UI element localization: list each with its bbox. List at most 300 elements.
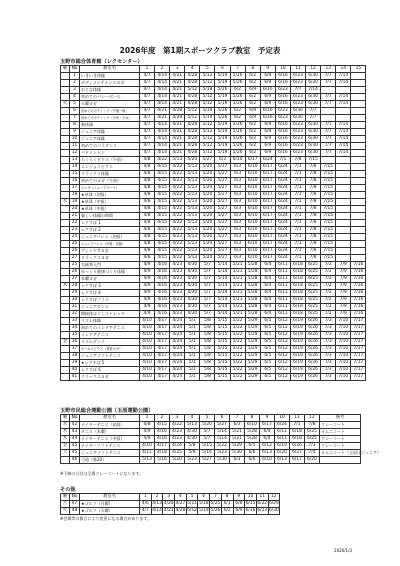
date-cell: 7/2 xyxy=(321,290,336,297)
table-row xyxy=(61,311,366,318)
date-cell xyxy=(321,108,336,115)
column-header: 8 xyxy=(221,494,233,501)
date-cell xyxy=(336,255,351,262)
date-cell: 6/16 xyxy=(275,94,290,101)
date-cell: 5/20 xyxy=(185,157,200,164)
date-cell: 6/4 xyxy=(260,436,275,443)
date-cell xyxy=(321,157,336,164)
date-cell: 4/21 xyxy=(170,143,185,150)
date-cell: 5/13 xyxy=(185,213,200,220)
date-cell: 6/16 xyxy=(245,508,256,513)
date-cell: 7/8 xyxy=(290,157,305,164)
date-cell: 4/10 xyxy=(140,332,155,339)
date-cell: 5/16 xyxy=(155,457,170,464)
table-row xyxy=(61,164,366,171)
date-cell: 5/12 xyxy=(185,87,200,94)
date-cell xyxy=(351,192,366,199)
date-cell: 6/15 xyxy=(245,501,256,506)
column-header: 7 xyxy=(230,415,245,422)
date-cell: 7/2 xyxy=(321,262,336,269)
date-cell: 6/6 xyxy=(245,450,260,457)
date-cell: 6/11 xyxy=(275,283,290,290)
date-cell: 4/11 xyxy=(140,450,155,457)
date-cell: 5/23 xyxy=(215,450,230,457)
date-cell: 4/21 xyxy=(170,150,185,157)
date-cell: 5/12 xyxy=(200,129,215,136)
date-cell: 5/7 xyxy=(200,269,215,276)
date-cell: 4/10 xyxy=(140,360,155,367)
number-cell: 45 xyxy=(70,443,80,450)
date-cell: 6/17 xyxy=(260,241,275,248)
date-cell: 5/19 xyxy=(200,108,215,115)
date-cell: 6/2 xyxy=(230,115,245,122)
date-cell xyxy=(351,178,366,185)
note-cell: クレーコート xyxy=(320,436,361,443)
date-cell: 6/30 xyxy=(306,129,321,136)
class-name-cell: ★卓球（中級） xyxy=(80,206,140,213)
date-cell xyxy=(351,136,366,143)
class-name-cell: リラックス体操 xyxy=(80,171,140,178)
date-cell: 5/1 xyxy=(185,346,200,353)
date-cell: 7/16 xyxy=(351,290,366,297)
column-header: 12 xyxy=(306,66,321,73)
date-cell: 5/19 xyxy=(215,136,230,143)
date-cell: 4/28 xyxy=(170,108,185,115)
day-cell xyxy=(61,87,70,94)
date-cell: 6/19 xyxy=(290,339,305,346)
class-name-cell: いきいき体操 xyxy=(80,73,140,80)
date-cell: 4/16 xyxy=(155,436,170,443)
table-row xyxy=(61,108,366,115)
date-cell: 7/16 xyxy=(351,283,366,290)
date-cell: 5/20 xyxy=(200,199,215,206)
number-cell: 19 xyxy=(70,199,80,206)
date-cell: 6/27 xyxy=(290,450,305,457)
date-cell: 6/24 xyxy=(260,157,275,164)
date-cell: 4/14 xyxy=(155,150,170,157)
date-cell: 6/17 xyxy=(260,213,275,220)
date-cell: 4/17 xyxy=(155,360,170,367)
day-cell xyxy=(61,241,70,248)
date-cell: 4/21 xyxy=(170,73,185,80)
table-row xyxy=(61,185,366,192)
column-header: 2 xyxy=(151,494,163,501)
date-cell: 7/3 xyxy=(321,360,336,367)
date-cell: 6/3 xyxy=(230,164,245,171)
number-cell: 3 xyxy=(70,87,80,94)
date-cell: 6/16 xyxy=(260,108,275,115)
date-cell: 5/1 xyxy=(185,318,200,325)
date-cell: 4/22 xyxy=(170,178,185,185)
date-cell: 6/30 xyxy=(306,143,321,150)
date-cell: 5/20 xyxy=(200,171,215,178)
date-cell: 7/14 xyxy=(336,129,351,136)
column-header: 3 xyxy=(163,494,175,501)
day-cell xyxy=(61,80,70,87)
class-name-cell: 新体操 xyxy=(80,122,140,129)
date-cell: 6/16 xyxy=(275,143,290,150)
class-name-cell: 初めてのパラダンス xyxy=(80,143,140,150)
date-cell: 5/19 xyxy=(215,101,230,108)
date-cell: 5/27 xyxy=(215,164,230,171)
date-cell xyxy=(336,213,351,220)
date-cell: 5/12 xyxy=(200,136,215,143)
day-cell xyxy=(61,164,70,171)
date-cell: 4/23 xyxy=(170,262,185,269)
date-cell: 4/7 xyxy=(140,73,155,80)
date-cell: 7/1 xyxy=(290,234,305,241)
date-cell: 6/4 xyxy=(260,276,275,283)
date-cell: 5/20 xyxy=(200,206,215,213)
number-cell: 16 xyxy=(70,178,80,185)
column-header: 4 xyxy=(175,494,187,501)
date-cell: 4/8 xyxy=(140,234,155,241)
date-cell: 6/24 xyxy=(275,213,290,220)
day-cell xyxy=(61,297,70,304)
date-cell: 5/27 xyxy=(215,192,230,199)
date-cell: 6/17 xyxy=(290,457,305,464)
date-cell: 6/1 xyxy=(221,501,233,508)
date-cell: 6/24 xyxy=(275,178,290,185)
date-cell: 5/21 xyxy=(230,297,245,304)
date-cell: 5/13 xyxy=(185,241,200,248)
date-cell: 5/21 xyxy=(230,436,245,443)
table-row xyxy=(61,248,366,255)
date-cell: 4/9 xyxy=(140,304,155,311)
date-cell: 6/26 xyxy=(290,443,305,450)
column-header: 13 xyxy=(321,66,336,73)
table-row xyxy=(61,199,366,206)
date-cell: 7/17 xyxy=(351,332,366,339)
day-cell xyxy=(61,290,70,297)
table-row xyxy=(61,143,366,150)
column-header: 10 xyxy=(275,415,290,422)
number-cell: 28 xyxy=(70,283,80,290)
date-cell: 5/13 xyxy=(140,457,155,464)
date-cell: 6/10 xyxy=(245,241,260,248)
date-cell xyxy=(336,87,351,94)
table-row xyxy=(61,206,366,213)
date-cell: 4/21 xyxy=(170,101,185,108)
date-cell: 5/22 xyxy=(230,360,245,367)
date-cell: 4/15 xyxy=(155,192,170,199)
date-cell: 4/8 xyxy=(140,422,155,429)
date-cell: 6/26 xyxy=(306,374,321,381)
date-cell: 6/24 xyxy=(275,248,290,255)
class-name-cell: ジュニアダンス xyxy=(80,304,140,311)
class-name-cell: ジュニアバレエ（中級・初級） xyxy=(80,241,140,248)
date-cell: 4/9 xyxy=(140,262,155,269)
date-cell: 5/13 xyxy=(185,234,200,241)
date-cell: 5/1 xyxy=(185,374,200,381)
day-cell: 火 xyxy=(61,508,70,515)
date-cell: 4/30 xyxy=(185,436,200,443)
date-cell: 4/6 xyxy=(140,501,152,508)
date-cell: 5/26 xyxy=(215,87,230,94)
date-cell: 5/19 xyxy=(215,150,230,157)
date-cell: 5/30 xyxy=(215,457,230,464)
date-cell: 7/8 xyxy=(306,213,321,220)
date-cell: 4/28 xyxy=(185,101,200,108)
day-cell xyxy=(61,457,70,464)
date-cell: 4/15 xyxy=(155,248,170,255)
day-cell xyxy=(61,255,70,262)
table-row xyxy=(61,436,361,443)
date-cell: 4/10 xyxy=(140,443,155,450)
date-cell: 6/3 xyxy=(230,422,245,429)
date-cell: 4/21 xyxy=(155,115,170,122)
date-cell: 5/21 xyxy=(230,276,245,283)
date-cell: 6/17 xyxy=(260,248,275,255)
table-row xyxy=(61,457,361,464)
date-cell: 6/3 xyxy=(230,255,245,262)
date-cell: 7/7 xyxy=(321,122,336,129)
date-cell: 5/13 xyxy=(185,220,200,227)
column-header: No xyxy=(70,66,80,73)
class-name-cell: 火曜ヨガ xyxy=(80,101,140,108)
number-cell: 25 xyxy=(70,241,80,248)
day-cell xyxy=(61,136,70,143)
date-cell: 4/30 xyxy=(185,429,200,436)
table-row xyxy=(61,353,366,360)
date-cell: 4/22 xyxy=(155,157,170,164)
date-cell: 4/28 xyxy=(185,143,200,150)
date-cell: 6/10 xyxy=(245,248,260,255)
date-cell: 4/14 xyxy=(155,136,170,143)
date-cell: 4/8 xyxy=(140,206,155,213)
table-row xyxy=(61,80,366,87)
date-cell: 5/27 xyxy=(215,213,230,220)
column-header: 曜 xyxy=(61,415,70,422)
date-cell: 6/9 xyxy=(245,115,260,122)
column-header: 7 xyxy=(230,66,245,73)
number-cell: 4 xyxy=(70,94,80,101)
date-cell: 5/16 xyxy=(200,450,215,457)
date-cell: 4/30 xyxy=(185,311,200,318)
date-cell: 7/8 xyxy=(306,206,321,213)
date-cell: 6/9 xyxy=(260,129,275,136)
class-name-cell: 楽しい体操の時間 xyxy=(80,213,140,220)
date-cell: 6/13 xyxy=(275,457,290,464)
table-row xyxy=(61,304,366,311)
date-cell: 4/14 xyxy=(155,80,170,87)
date-cell: 6/24 xyxy=(275,241,290,248)
date-cell: 7/2 xyxy=(321,276,336,283)
date-cell: 7/7 xyxy=(306,108,321,115)
number-cell: 47 xyxy=(70,501,80,508)
day-cell xyxy=(61,318,70,325)
date-cell: 5/20 xyxy=(200,227,215,234)
date-cell: 6/10 xyxy=(260,457,275,464)
date-cell: 4/16 xyxy=(155,262,170,269)
date-cell: 7/2 xyxy=(321,283,336,290)
date-cell: 6/30 xyxy=(306,94,321,101)
date-cell: 4/8 xyxy=(140,227,155,234)
date-cell: 5/21 xyxy=(230,290,245,297)
column-header: 10 xyxy=(275,66,290,73)
date-cell: 6/16 xyxy=(275,80,290,87)
date-cell: 4/17 xyxy=(155,325,170,332)
date-cell: 7/3 xyxy=(321,325,336,332)
date-cell: 4/25 xyxy=(170,450,185,457)
number-cell: 23 xyxy=(70,227,80,234)
date-cell: 4/18 xyxy=(155,450,170,457)
date-cell: 6/9 xyxy=(260,101,275,108)
date-cell: 6/17 xyxy=(245,157,260,164)
date-cell: 4/9 xyxy=(140,276,155,283)
date-cell xyxy=(351,150,366,157)
date-cell: 4/20 xyxy=(163,501,174,506)
date-cell xyxy=(351,220,366,227)
date-cell: 7/14 xyxy=(336,73,351,80)
column-header: 8 xyxy=(245,66,260,73)
date-cell: 5/20 xyxy=(200,248,215,255)
date-cell xyxy=(351,199,366,206)
date-cell: 6/24 xyxy=(275,227,290,234)
date-cell: 5/12 xyxy=(187,508,197,513)
date-cell: 5/8 xyxy=(200,332,215,339)
date-cell: 4/17 xyxy=(155,353,170,360)
date-cell: 6/30 xyxy=(290,108,305,115)
date-cell: 6/5 xyxy=(260,332,275,339)
date-cell: 7/17 xyxy=(351,318,366,325)
number-cell: 10 xyxy=(70,136,80,143)
date-cell: 5/20 xyxy=(200,241,215,248)
date-cell: 6/2 xyxy=(245,94,260,101)
note-cell: クレーコート xyxy=(320,422,361,429)
section2-footnote: ※下線の日付は全場クレーコートになります。 xyxy=(60,471,144,476)
date-cell: 6/3 xyxy=(230,241,245,248)
date-cell: 5/22 xyxy=(230,332,245,339)
date-cell: 6/18 xyxy=(290,262,305,269)
date-cell: 6/17 xyxy=(260,255,275,262)
date-cell: 4/8 xyxy=(140,199,155,206)
date-cell: 5/19 xyxy=(215,73,230,80)
date-cell: 6/2 xyxy=(221,508,233,515)
column-header: 6 xyxy=(198,494,210,501)
date-cell: 4/9 xyxy=(140,429,155,436)
date-cell: 6/29 xyxy=(269,501,279,506)
number-cell: 40 xyxy=(70,367,80,374)
date-cell: 4/23 xyxy=(170,429,185,436)
date-cell: 6/12 xyxy=(275,318,290,325)
date-cell: 7/15 xyxy=(321,185,336,192)
date-cell: 4/16 xyxy=(155,304,170,311)
date-cell: 4/16 xyxy=(155,429,170,436)
date-cell: 4/28 xyxy=(185,136,200,143)
date-cell: 6/26 xyxy=(306,332,321,339)
date-cell: 5/29 xyxy=(245,332,260,339)
date-cell: 4/24 xyxy=(170,318,185,325)
date-cell: 4/8 xyxy=(140,157,155,164)
date-cell: 6/10 xyxy=(245,213,260,220)
date-cell: 5/22 xyxy=(230,318,245,325)
date-cell: 6/23 xyxy=(290,101,305,108)
table-row xyxy=(61,339,366,346)
date-cell: 5/15 xyxy=(215,339,230,346)
table-header-row xyxy=(61,415,361,422)
number-cell: 27 xyxy=(70,255,80,262)
day-cell xyxy=(61,108,70,115)
date-cell: 5/15 xyxy=(215,346,230,353)
day-cell: 土 xyxy=(61,450,70,457)
table-row xyxy=(61,234,366,241)
date-cell: 6/24 xyxy=(275,255,290,262)
date-cell: 4/10 xyxy=(140,318,155,325)
date-cell: 5/7 xyxy=(200,304,215,311)
day-cell xyxy=(61,269,70,276)
date-cell: 4/7 xyxy=(140,122,155,129)
table-row xyxy=(61,360,366,367)
date-cell: 7/3 xyxy=(321,353,336,360)
table-row xyxy=(61,220,366,227)
date-cell: 5/15 xyxy=(215,367,230,374)
date-cell: 5/27 xyxy=(215,171,230,178)
date-cell: 6/30 xyxy=(306,122,321,129)
number-cell: 37 xyxy=(70,346,80,353)
date-cell: 6/25 xyxy=(306,262,321,269)
schedule-table-gym xyxy=(60,65,366,381)
class-name-cell: ジュニア体操 xyxy=(80,136,140,143)
date-cell: 7/1 xyxy=(290,171,305,178)
day-cell xyxy=(61,94,70,101)
date-cell: 6/2 xyxy=(245,101,260,108)
date-cell: 6/12 xyxy=(275,367,290,374)
date-cell: 6/12 xyxy=(275,332,290,339)
date-cell: 6/18 xyxy=(290,304,305,311)
date-cell: 5/14 xyxy=(215,269,230,276)
date-cell: 5/15 xyxy=(215,353,230,360)
date-cell: 6/19 xyxy=(290,360,305,367)
date-cell: 7/8 xyxy=(305,422,320,429)
date-cell xyxy=(336,171,351,178)
date-cell: 6/11 xyxy=(275,304,290,311)
date-cell: 4/7 xyxy=(140,94,155,101)
date-cell: 4/21 xyxy=(170,136,185,143)
date-cell: 4/17 xyxy=(155,318,170,325)
date-cell: 4/15 xyxy=(155,241,170,248)
date-cell: 4/22 xyxy=(170,164,185,171)
date-cell: 6/24 xyxy=(275,199,290,206)
date-cell: 5/29 xyxy=(245,318,260,325)
date-cell: 5/13 xyxy=(185,206,200,213)
date-cell xyxy=(336,220,351,227)
date-cell: 6/3 xyxy=(230,234,245,241)
date-cell: 6/30 xyxy=(306,73,321,80)
day-cell xyxy=(61,129,70,136)
date-cell: 4/10 xyxy=(140,339,155,346)
date-cell: 5/8 xyxy=(200,325,215,332)
date-cell: 7/14 xyxy=(336,101,351,108)
date-cell: 7/8 xyxy=(306,185,321,192)
date-cell: 4/28 xyxy=(185,150,200,157)
date-cell: 6/12 xyxy=(260,443,275,450)
date-cell: 4/28 xyxy=(175,508,186,513)
date-cell: 5/21 xyxy=(230,269,245,276)
column-header: 4 xyxy=(185,415,200,422)
date-cell: 5/13 xyxy=(170,157,185,164)
date-cell: 6/16 xyxy=(275,129,290,136)
date-cell: 5/29 xyxy=(245,346,260,353)
number-cell: 22 xyxy=(70,220,80,227)
date-cell: 7/8 xyxy=(306,248,321,255)
date-cell: 4/8 xyxy=(140,241,155,248)
date-cell: 5/20 xyxy=(200,422,215,429)
date-cell: 6/5 xyxy=(260,360,275,367)
day-cell xyxy=(61,360,70,367)
class-name-cell: ナイターソフトテニス xyxy=(80,443,140,450)
column-header: 1 xyxy=(140,415,155,422)
